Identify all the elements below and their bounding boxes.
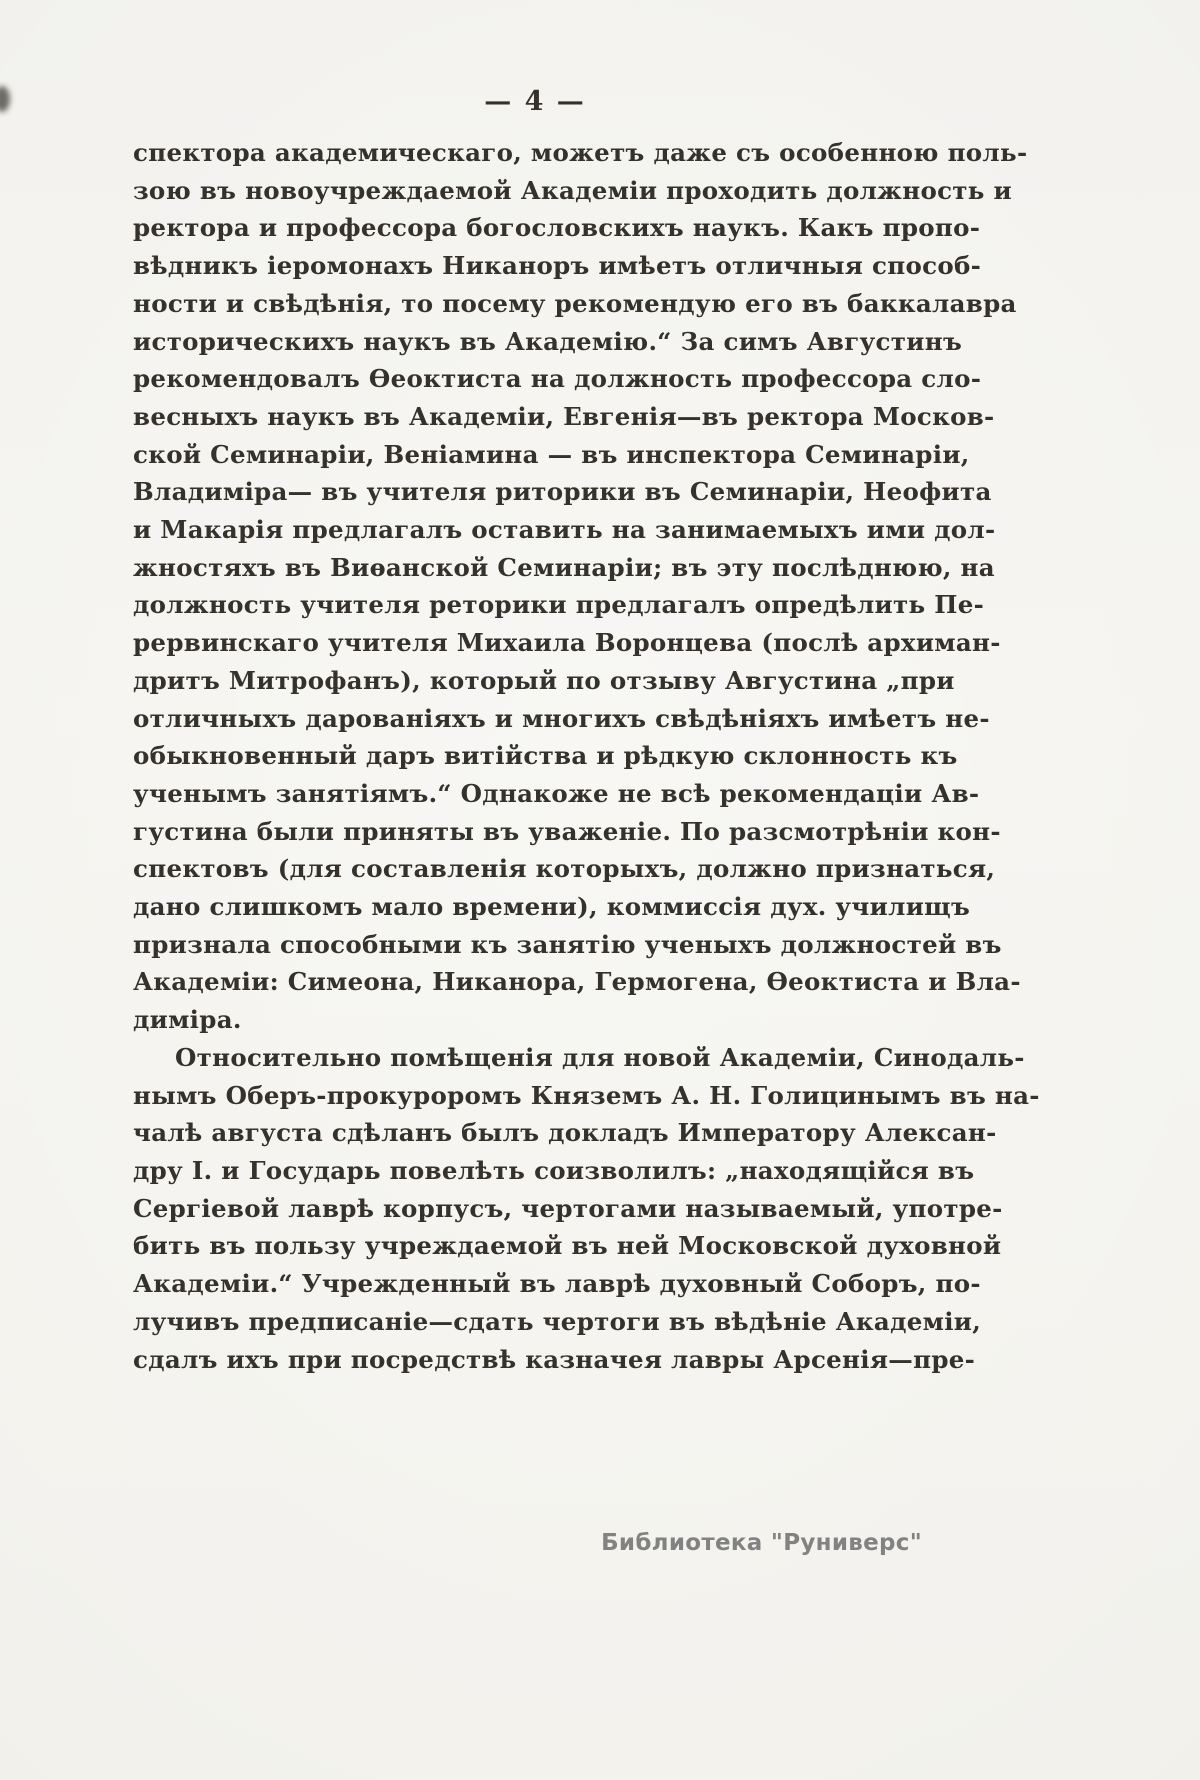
text-line: Владиміра— въ учителя риторики въ Семинаріи, Неофита bbox=[133, 477, 992, 507]
text-line: дано слишкомъ мало времени), коммиссія дух. училищъ bbox=[133, 892, 971, 922]
text-block bbox=[133, 134, 1040, 1378]
text-line: вѣдникъ іеромонахъ Никаноръ имѣетъ отличныя способ- bbox=[133, 251, 982, 281]
text-line: ректора и профессора богословскихъ наукъ. Какъ пропо- bbox=[133, 213, 981, 243]
page-number: — 4 — bbox=[484, 86, 586, 117]
text-line: чалѣ августа сдѣланъ былъ докладъ Императору Алексан- bbox=[133, 1118, 997, 1148]
text-line: дритъ Митрофанъ), который по отзыву Августина „при bbox=[133, 665, 955, 695]
text-line: рервинскаго учителя Михаила Воронцева (послѣ архиман- bbox=[133, 628, 1001, 658]
paragraph bbox=[133, 134, 1028, 1039]
text-line: жностяхъ въ Виѳанской Семинаріи; въ эту послѣднюю, на bbox=[133, 552, 995, 582]
text-line: Относительно помѣщенія для новой Академіи, Синодаль- bbox=[175, 1042, 1025, 1072]
text-line: бить въ пользу учреждаемой въ ней Московской духовной bbox=[133, 1231, 1002, 1261]
text-line: сдалъ ихъ при посредствѣ казначея лавры Арсенія—пре- bbox=[133, 1344, 976, 1374]
text-line: густина были приняты въ уваженіе. По разсмотрѣніи кон- bbox=[133, 816, 1001, 846]
text-line: лучивъ предписаніе—сдать чертоги въ вѣдѣніе Академіи, bbox=[133, 1306, 982, 1336]
text-line: признала способными къ занятію ученыхъ должностей въ bbox=[133, 929, 1002, 959]
text-line: рекомендовалъ Ѳеоктиста на должность профессора сло- bbox=[133, 364, 982, 394]
text-line: обыкновенный даръ витійства и рѣдкую склонность къ bbox=[133, 741, 958, 771]
text-line: Академіи.“ Учрежденный въ лаврѣ духовный Соборъ, по- bbox=[133, 1269, 981, 1299]
text-line: ской Семинаріи, Веніамина — въ инспектора Семинаріи, bbox=[133, 439, 970, 469]
text-line: весныхъ наукъ въ Академіи, Евгенія—въ ректора Москов- bbox=[133, 401, 995, 431]
text-line: спектовъ (для составленія которыхъ, должно признаться, bbox=[133, 854, 996, 884]
text-line: Сергіевой лаврѣ корпусъ, чертогами называемый, употре- bbox=[133, 1193, 1003, 1223]
text-line: нымъ Оберъ-прокуроромъ Княземъ А. Н. Голицинымъ въ на- bbox=[133, 1080, 1040, 1110]
text-line: зою въ новоучреждаемой Академіи проходить должность и bbox=[133, 175, 1013, 205]
text-line: отличныхъ дарованіяхъ и многихъ свѣдѣніяхъ имѣетъ не- bbox=[133, 703, 990, 733]
text-line: и Макарія предлагалъ оставить на занимаемыхъ ими дол- bbox=[133, 515, 996, 545]
library-watermark: Библиотека "Руниверс" bbox=[601, 1530, 922, 1556]
text-line: диміра. bbox=[133, 1005, 242, 1035]
text-line: должность учителя реторики предлагалъ опредѣлить Пе- bbox=[133, 590, 985, 620]
text-line: ученымъ занятіямъ.“ Однакоже не всѣ рекомендаціи Ав- bbox=[133, 778, 980, 808]
paragraph bbox=[133, 1039, 1040, 1378]
text-line: спектора академическаго, можетъ даже съ особенною поль- bbox=[133, 138, 1028, 167]
text-line: Академіи: Симеона, Никанора, Гермогена, Ѳеоктиста и Вла- bbox=[133, 967, 1021, 997]
text-line: дру I. и Государь повелѣть соизволилъ: „находящійся въ bbox=[133, 1155, 975, 1185]
text-line: ности и свѣдѣнія, то посему рекомендую его въ баккалавра bbox=[133, 288, 1017, 318]
text-line: историческихъ наукъ въ Академію.“ За симъ Августинъ bbox=[133, 326, 963, 356]
scan-smudge bbox=[0, 86, 10, 112]
